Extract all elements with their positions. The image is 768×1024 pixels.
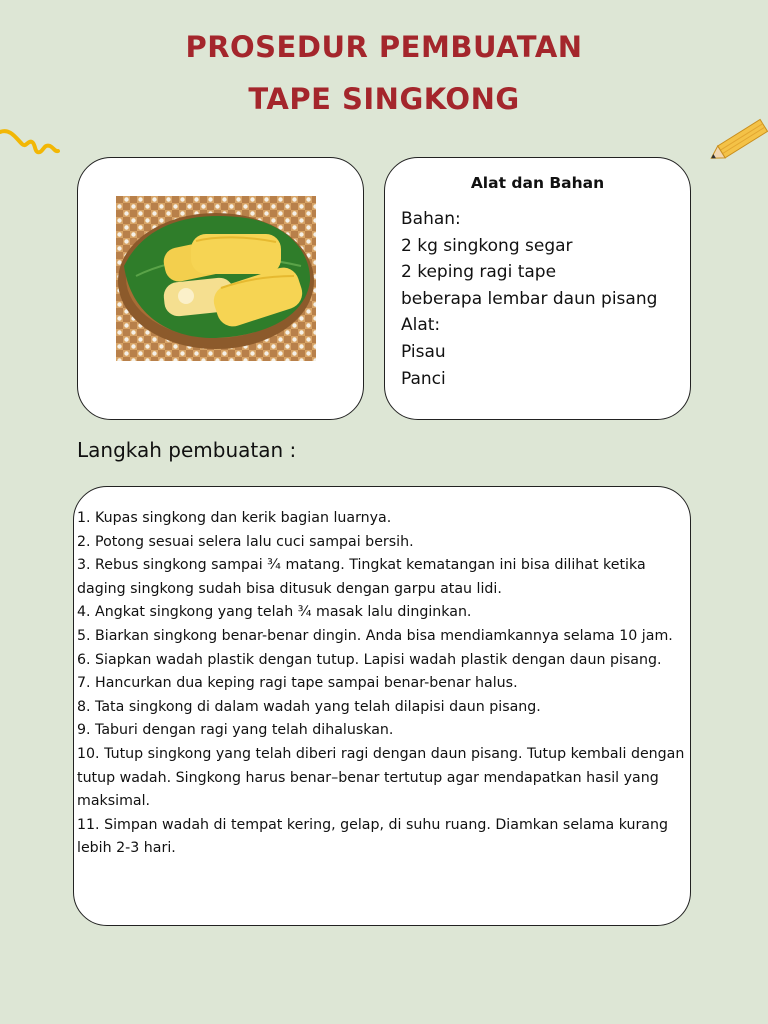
cassava-dish-photo [116,196,316,361]
image-card [77,157,364,420]
materials-item: beberapa lembar daun pisang [401,288,658,309]
materials-card [384,157,691,420]
page-title-line-1: PROSEDUR PEMBUATAN [185,30,583,64]
step-item: 5. Biarkan singkong benar-benar dingin. Anda bisa mendiamkannya selama 10 jam. [77,627,673,644]
steps-list [77,507,685,861]
page-title-line-2: TAPE SINGKONG [248,82,520,116]
materials-item: Panci [401,368,446,389]
materials-heading: Alat dan Bahan [470,174,605,192]
step-item: 6. Siapkan wadah plastik dengan tutup. Lapisi wadah plastik dengan daun pisang. [77,651,662,668]
materials-item: Pisau [401,341,446,362]
step-item: 8. Tata singkong di dalam wadah yang telah dilapisi daun pisang. [77,698,541,715]
materials-item: Alat: [401,315,441,336]
step-item: 11. Simpan wadah di tempat kering, gelap, di suhu ruang. Diamkan selama kurang lebih 2-3 hari. [77,816,668,857]
pencil-icon [706,108,768,174]
materials-item: 2 kg singkong segar [401,235,573,256]
squiggle-decoration-icon [0,118,60,163]
step-item: 4. Angkat singkong yang telah ¾ masak lalu dinginkan. [77,604,472,621]
materials-list [401,206,657,392]
materials-item: 2 keping ragi tape [401,262,557,283]
materials-item: Bahan: [401,209,461,229]
step-item: 10. Tutup singkong yang telah diberi ragi dengan daun pisang. Tutup kembali dengan tutup wadah. Singkong harus benar–benar tertutup agar mendapatkan hasil yang maksimal. [77,745,685,810]
step-item: 7. Hancurkan dua keping ragi tape sampai benar-benar halus. [77,675,518,692]
step-item: 2. Potong sesuai selera lalu cuci sampai bersih. [77,533,414,550]
step-item: 1. Kupas singkong dan kerik bagian luarnya. [77,510,392,526]
steps-card [73,486,691,926]
step-item: 9. Taburi dengan ragi yang telah dihaluskan. [77,722,394,739]
step-item: 3. Rebus singkong sampai ¾ matang. Tingkat kematangan ini bisa dilihat ketika daging singkong sudah bisa ditusuk dengan garpu atau lidi. [77,557,646,597]
steps-heading: Langkah pembuatan : [77,438,297,462]
